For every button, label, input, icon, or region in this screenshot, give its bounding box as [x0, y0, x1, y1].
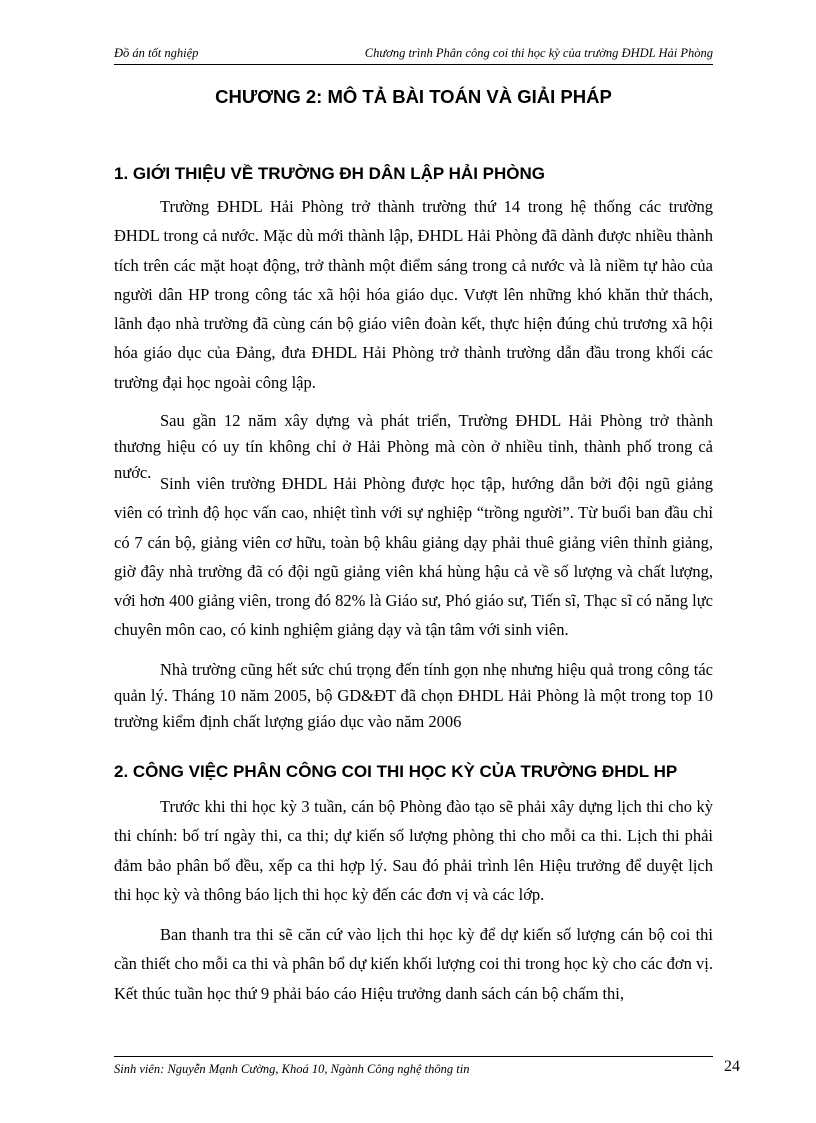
paragraph: Sinh viên trường ĐHDL Hải Phòng được học tập, hướng dẫn bởi đội ngũ giảng viên có trình độ học vấn cao, nhiệt tình với sự nghiệp “trồng người”. Từ buổi ban đầu chỉ có 7 cán bộ, giảng viên cơ hữu, toàn bộ khâu giảng dạy phải thuê giảng viên thỉnh giảng, giờ đây nhà trường đã có đội ngũ giảng viên khá hùng hậu cả về số lượng và chất lượng, với hơn 400 giảng viên, trong đó 82% là Giáo sư, Phó giáo sư, Tiến sĩ, Thạc sĩ có năng lực chuyên môn cao, có kinh nghiệm giảng dạy và tận tâm với sinh viên. [114, 474, 713, 640]
section-heading-2: 2. CÔNG VIỆC PHÂN CÔNG COI THI HỌC KỲ CỦA TRƯỜNG ĐHDL HP [114, 762, 678, 781]
paragraph: Trường ĐHDL Hải Phòng trở thành trường thứ 14 trong hệ thống các trường ĐHDL trong cả nước. Mặc dù mới thành lập, ĐHDL Hải Phòng đã dành được nhiều thành tích trên các mặt hoạt động, trở thành một điểm sáng trong cả nước và là niềm tự hào của người dân HP trong công tác xã hội hóa giáo dục. Vượt lên những khó khăn thử thách, lãnh đạo nhà trường đã cùng cán bộ giáo viên đoàn kết, thực hiện đúng chủ trương xã hội hóa giáo dục của Đảng, đưa ĐHDL Hải Phòng trở thành trường dẫn đầu trong khối các trường đại học ngoài công lập. [114, 197, 713, 392]
paragraph: Nhà trường cũng hết sức chú trọng đến tính gọn nhẹ nhưng hiệu quả trong công tác quản lý. Tháng 10 năm 2005, bộ GD&ĐT đã chọn ĐHDL Hải Phòng là một trong top 10 trường kiểm định chất lượng giáo dục vào năm 2006 [114, 660, 713, 731]
paragraph: Trước khi thi học kỳ 3 tuần, cán bộ Phòng đào tạo sẽ phải xây dựng lịch thi cho kỳ thi chính: bố trí ngày thi, ca thi; dự kiến số lượng phòng thi cho mỗi ca thi. Lịch thi phải đảm bảo phân bố đều, xếp ca thi hợp lý. Sau đó phải trình lên Hiệu trưởng để duyệt lịch thi học kỳ và thông báo lịch thi học kỳ đến các đơn vị và các lớp. [114, 797, 713, 904]
section-heading-1: 1. GIỚI THIỆU VỀ TRƯỜNG ĐH DÂN LẬP HẢI PHÒNG [114, 164, 545, 183]
header-rule [114, 64, 713, 65]
footer-rule [114, 1056, 713, 1057]
header-right: Chương trình Phân công coi thi học kỳ của trường ĐHDL Hải Phòng [364, 46, 713, 60]
header-left: Đồ án tốt nghiệp [114, 46, 199, 60]
page-number: 24 [724, 1058, 740, 1075]
footer-text: Sinh viên: Nguyễn Mạnh Cường, Khoá 10, Ngành Công nghệ thông tin [114, 1062, 470, 1076]
paragraph: Sau gần 12 năm xây dựng và phát triển, Trường ĐHDL Hải Phòng trở thành thương hiệu có uy tín không chỉ ở Hải Phòng mà còn ở nhiều tỉnh, thành phố trong cả nước. [114, 411, 713, 482]
running-header [114, 46, 713, 61]
chapter-title: CHƯƠNG 2: MÔ TẢ BÀI TOÁN VÀ GIẢI PHÁP [215, 86, 612, 107]
paragraph: Ban thanh tra thi sẽ căn cứ vào lịch thi học kỳ để dự kiến số lượng cán bộ coi thi cần thiết cho mỗi ca thi và phân bổ dự kiến khối lượng coi thi trong học kỳ cho các đơn vị. Kết thúc tuần học thứ 9 phải báo cáo Hiệu trưởng danh sách cán bộ chấm thi, [114, 925, 713, 1003]
